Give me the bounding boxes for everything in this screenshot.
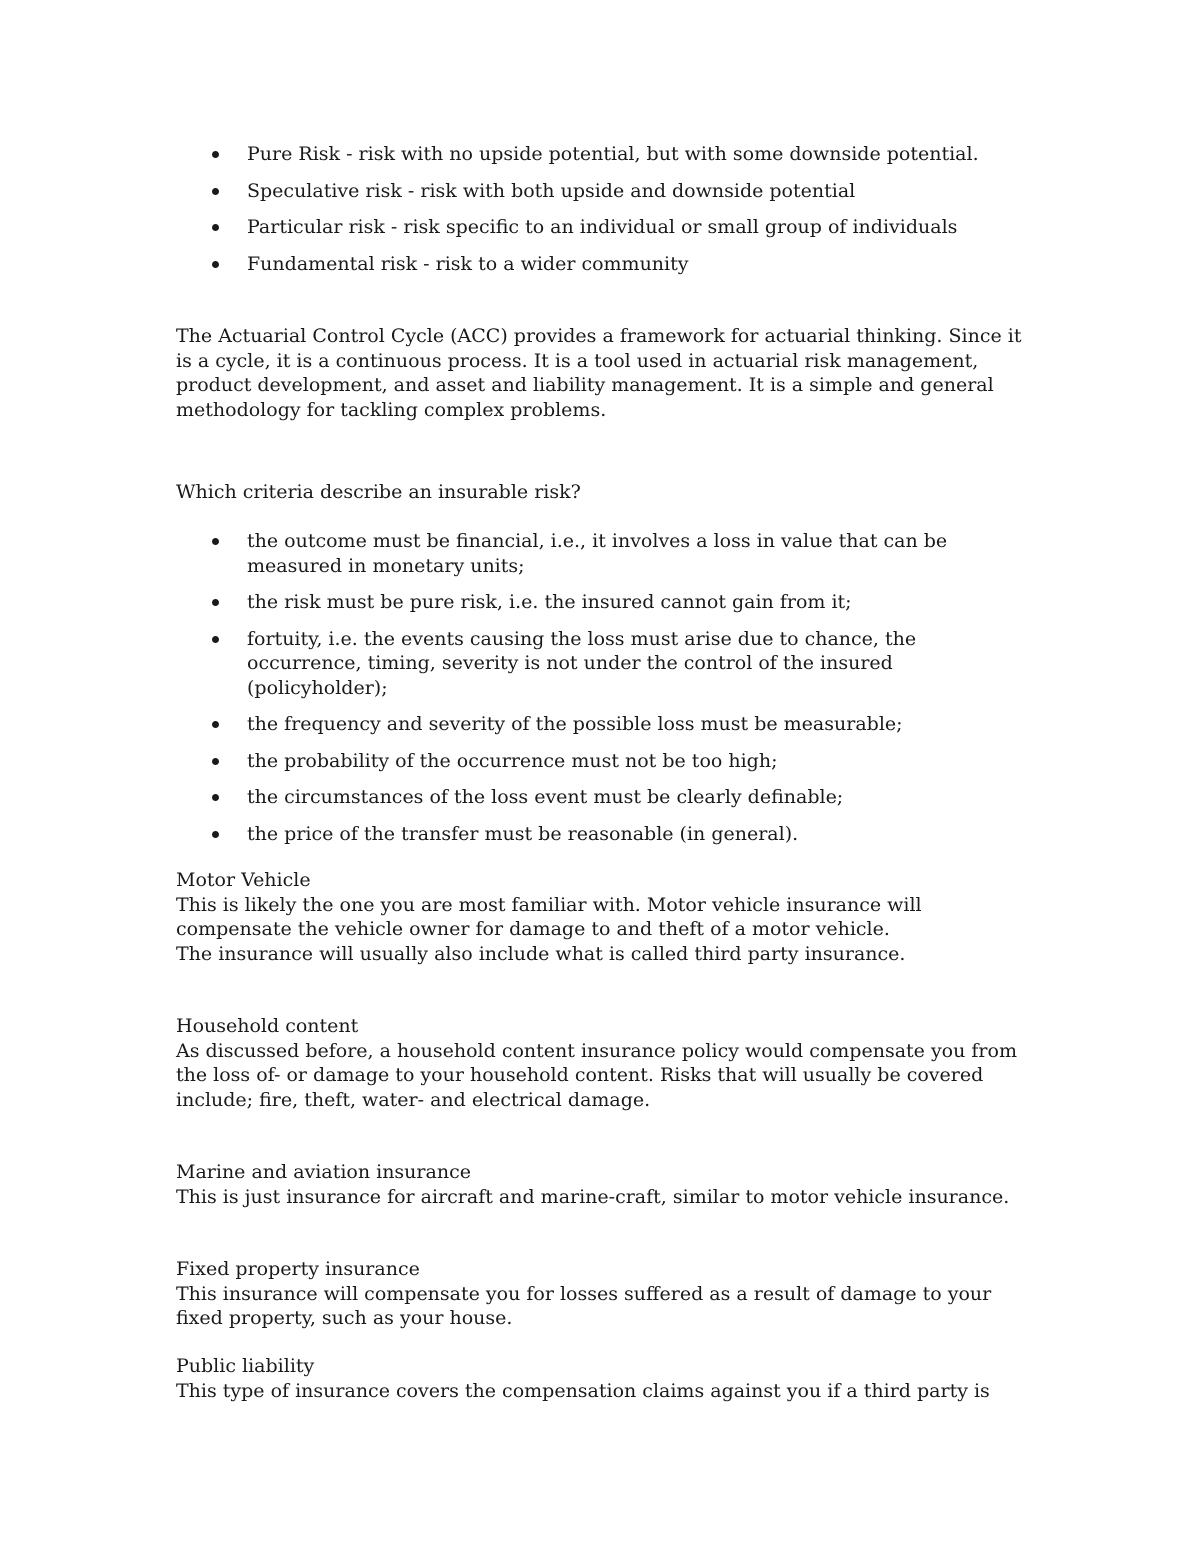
- list-item-text: the probability of the occurrence must not be too high;: [247, 749, 778, 772]
- section-body: This is likely the one you are most familiar with. Motor vehicle insurance will compensate the vehicle owner for damage to and theft of a motor vehicle.: [176, 893, 922, 940]
- list-item: [209, 179, 1029, 204]
- list-item-text: the risk must be pure risk, i.e. the insured cannot gain from it;: [247, 591, 852, 613]
- bullet-icon: [212, 636, 219, 643]
- list-item: [209, 712, 1029, 737]
- list-item-text: Speculative risk - risk with both upside and downside potential: [247, 179, 856, 202]
- list-item-text: fortuity, i.e. the events causing the loss must arise due to chance, the occurrence, timing, severity is not under the control of the insured (policyholder);: [247, 627, 917, 699]
- bullet-icon: [212, 224, 219, 231]
- section-body: This insurance will compensate you for losses suffered as a result of damage to your fixed property, such as your house.: [176, 1282, 992, 1329]
- section-body: The insurance will usually also include what is called third party insurance.: [176, 942, 906, 965]
- list-item: [209, 252, 1029, 277]
- list-item: [209, 590, 1029, 615]
- criteria-question: [176, 480, 1036, 505]
- section-fixed-property: [176, 1257, 1036, 1331]
- section-marine-aviation: [176, 1160, 1036, 1209]
- section-public-liability: [176, 1354, 1036, 1403]
- bullet-icon: [212, 758, 219, 765]
- section-body: As discussed before, a household content insurance policy would compensate you from the loss of- or damage to your household content. Risks that will usually be covered include; fire, theft, water- and electrical damage.: [176, 1039, 1017, 1111]
- list-item: [209, 627, 1029, 701]
- section-heading: Household content: [176, 1015, 359, 1037]
- acc-paragraph: [176, 324, 1036, 422]
- section-heading: Marine and aviation insurance: [176, 1161, 471, 1183]
- list-item: [209, 215, 1029, 240]
- section-motor-vehicle: [176, 868, 1036, 966]
- list-item: [209, 785, 1029, 810]
- list-item-text: the frequency and severity of the possible loss must be measurable;: [247, 713, 903, 735]
- criteria-list: [209, 529, 1029, 858]
- acc-paragraph-text: The Actuarial Control Cycle (ACC) provides a framework for actuarial thinking. Since it is a cycle, it is a continuous process. It is a tool used in actuarial risk management, product development, and asset and liability management. It is a simple and general methodology for tackling complex problems.: [176, 325, 1022, 421]
- bullet-icon: [212, 151, 219, 158]
- bullet-icon: [212, 599, 219, 606]
- criteria-question-text: Which criteria describe an insurable risk?: [176, 481, 581, 503]
- list-item: [209, 529, 1029, 578]
- section-heading: Fixed property insurance: [176, 1258, 420, 1280]
- list-item-text: Fundamental risk - risk to a wider community: [247, 252, 689, 275]
- risk-types-list: [209, 142, 1029, 288]
- bullet-icon: [212, 261, 219, 268]
- list-item-text: the price of the transfer must be reasonable (in general).: [247, 822, 799, 845]
- section-body: This type of insurance covers the compensation claims against you if a third party is: [176, 1379, 990, 1402]
- list-item: [209, 822, 1029, 847]
- bullet-icon: [212, 794, 219, 801]
- section-body: This is just insurance for aircraft and marine-craft, similar to motor vehicle insurance.: [176, 1185, 1010, 1208]
- bullet-icon: [212, 538, 219, 545]
- list-item: [209, 142, 1029, 167]
- list-item-text: Pure Risk - risk with no upside potential, but with some downside potential.: [247, 143, 979, 165]
- list-item-text: the circumstances of the loss event must be clearly definable;: [247, 786, 844, 808]
- bullet-icon: [212, 188, 219, 195]
- list-item-text: the outcome must be financial, i.e., it involves a loss in value that can be measured in monetary units;: [247, 530, 948, 577]
- section-household-content: [176, 1014, 1036, 1112]
- bullet-icon: [212, 831, 219, 838]
- list-item: [209, 749, 1029, 774]
- bullet-icon: [212, 721, 219, 728]
- section-heading: Public liability: [176, 1355, 315, 1377]
- section-heading: Motor Vehicle: [176, 869, 311, 891]
- list-item-text: Particular risk - risk specific to an individual or small group of individuals: [247, 216, 958, 238]
